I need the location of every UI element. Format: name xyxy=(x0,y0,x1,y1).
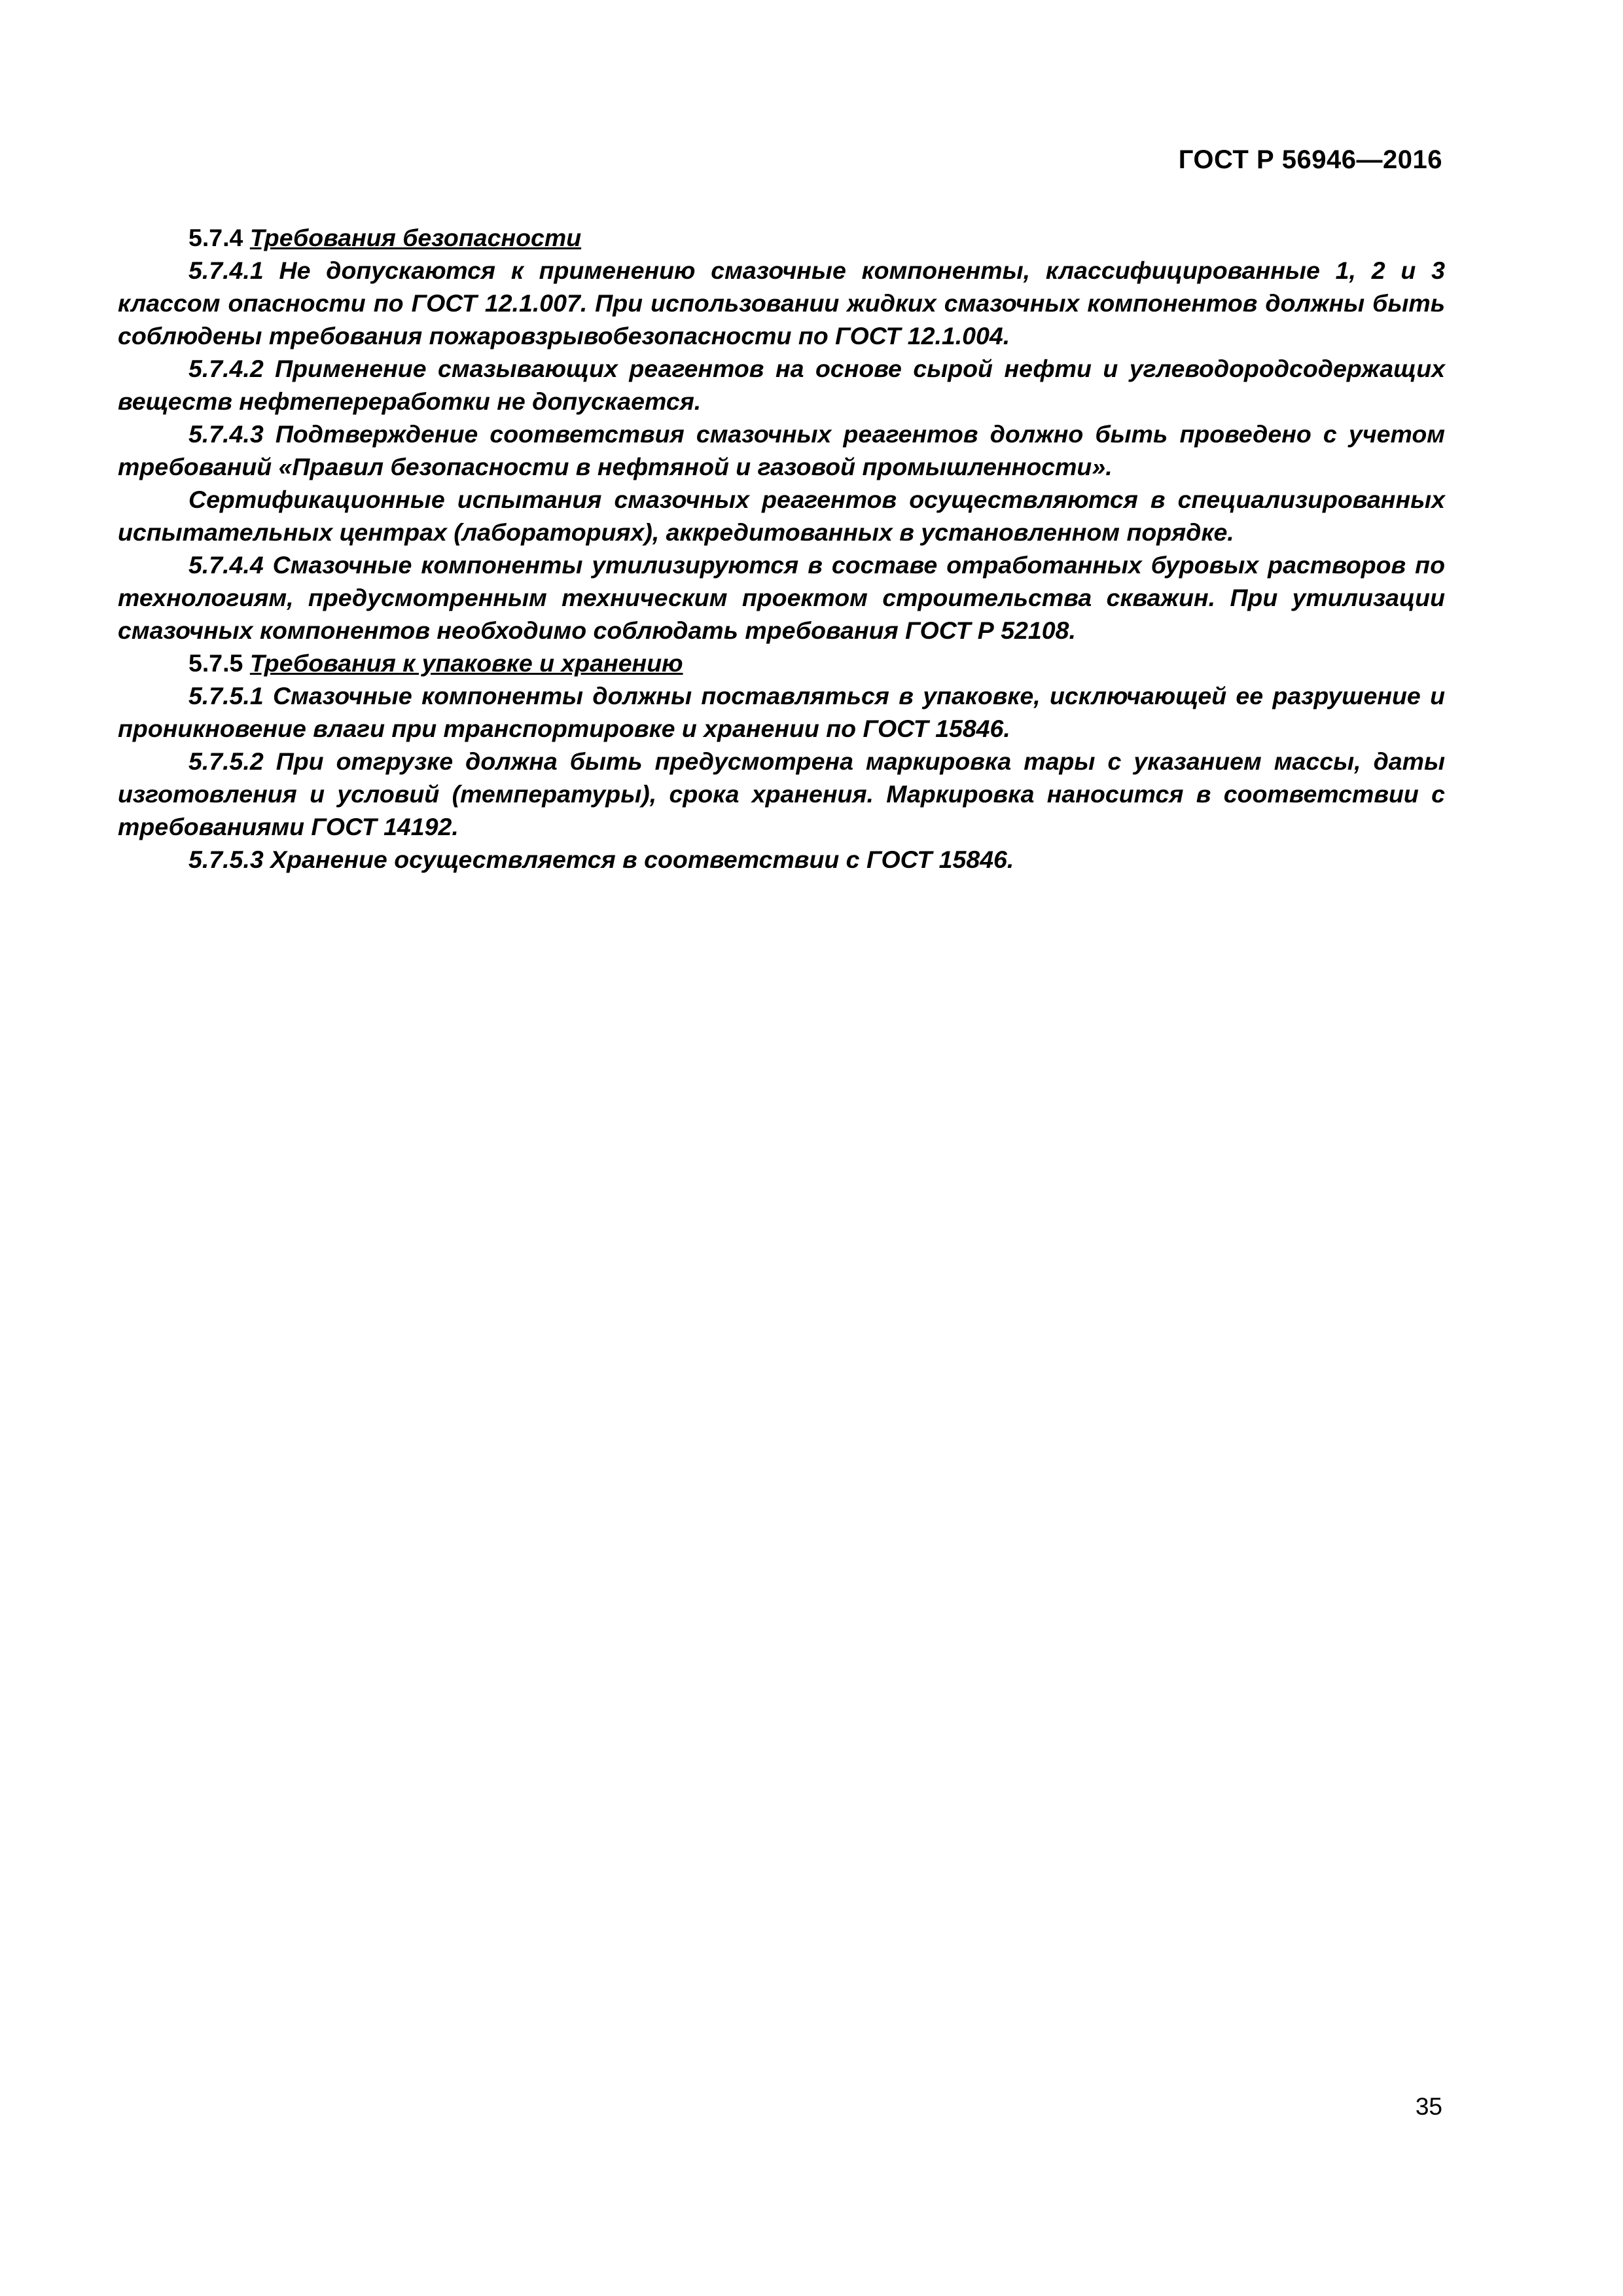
standard-header: ГОСТ Р 56946—2016 xyxy=(1178,145,1442,174)
section-heading-5-7-4 xyxy=(118,221,1445,254)
document-body xyxy=(118,221,1445,876)
clause-5-7-4-3: 5.7.4.3 Подтверждение соответствия смазочных реагентов должно быть проведено с учетом требований «Правил безопасности в нефтяной и газовой промышленности». xyxy=(118,420,1445,480)
clause-5-7-5-3: 5.7.5.3 Хранение осуществляется в соответствии с ГОСТ 15846. xyxy=(188,846,1014,873)
section-title: Требования безопасности xyxy=(249,224,582,251)
clause-5-7-4-4: 5.7.4.4 Смазочные компоненты утилизируются в составе отработанных буровых растворов по технологиям, предусмотренным техническим проектом строительства скважин. При утилизации смазочных компонентов необходимо соблюдать требования ГОСТ Р 52108. xyxy=(118,551,1445,644)
section-heading-5-7-5 xyxy=(118,647,1445,679)
section-number: 5.7.5 xyxy=(188,649,243,677)
clause-5-7-5-1: 5.7.5.1 Смазочные компоненты должны поставляться в упаковке, исключающей ее разрушение и проникновение влаги при транспортировке и хранении по ГОСТ 15846. xyxy=(118,682,1445,742)
section-title: Требования к упаковке и хранению xyxy=(249,649,683,677)
clause-5-7-4-1: 5.7.4.1 Не допускаются к применению смазочные компоненты, классифицированные 1, 2 и 3 классом опасности по ГОСТ 12.1.007. При использовании жидких смазочных компонентов должны быть соблюдены требования пожаровзрывобезопасности по ГОСТ 12.1.004. xyxy=(118,257,1445,350)
section-number: 5.7.4 xyxy=(188,224,243,251)
clause-5-7-4-2: 5.7.4.2 Применение смазывающих реагентов на основе сырой нефти и углеводородсодержащих веществ нефтепереработки не допускается. xyxy=(118,355,1445,415)
clause-5-7-5-2: 5.7.5.2 При отгрузке должна быть предусмотрена маркировка тары с указанием массы, даты изготовления и условий (температуры), срока хранения. Маркировка наносится в соответствии с требованиями ГОСТ 14192. xyxy=(118,747,1445,840)
certification-paragraph: Сертификационные испытания смазочных реагентов осуществляются в специализированных испытательных центрах (лабораториях), аккредитованных в установленном порядке. xyxy=(118,486,1445,546)
page-number: 35 xyxy=(1415,2093,1442,2120)
